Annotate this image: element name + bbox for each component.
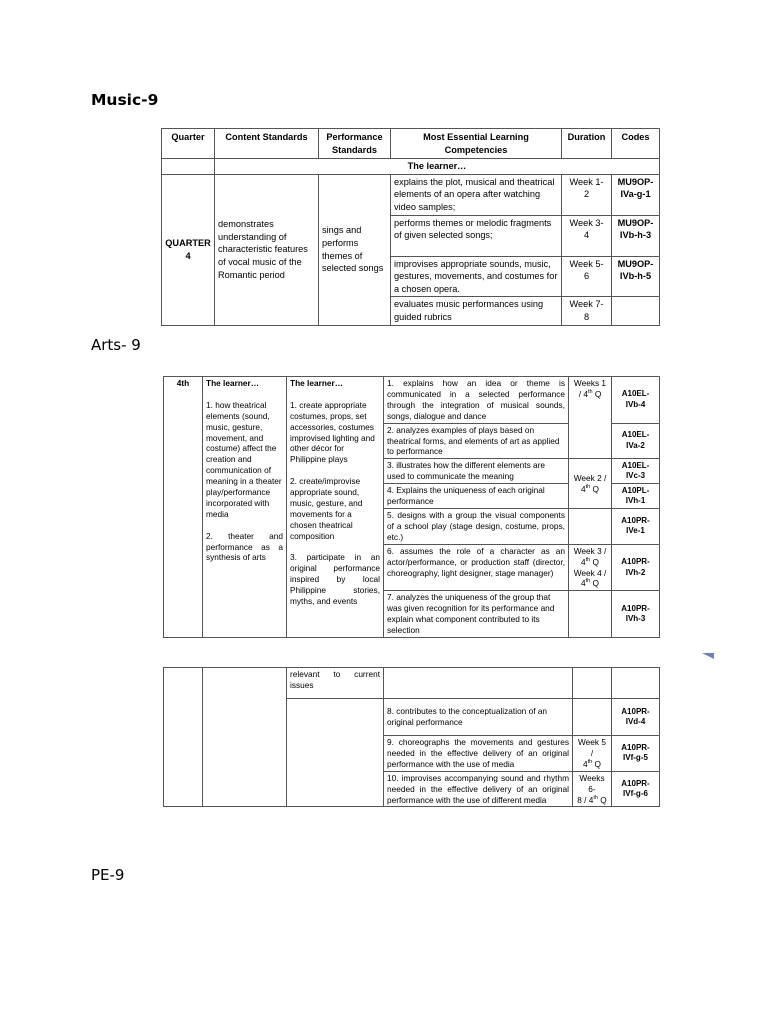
music-title: Music-9 [91,91,159,109]
duration-cell: Week 5 / 4th Q [573,736,612,772]
competency-cell: improvises appropriate sounds, music, gestures, movements, and costumes for a chosen opera. [391,256,562,297]
competency-cell: 4. Explains the uniqueness of each original performance [384,484,569,509]
duration-cell: Week 7- 8 [562,297,612,325]
code-cell: A10PR- IVh-3 [612,591,660,638]
page-marker-icon [702,653,714,659]
code-cell: MU9OP- IVb-h-5 [612,256,660,297]
duration-cell: Weeks 6- 8 / 4th Q [573,771,612,807]
col-performance-standards: Performance Standards [319,129,391,159]
competency-cell: 7. analyzes the uniqueness of the group that was given recognition for its performance and explain what component contributed to its selection [384,591,569,638]
code-cell: A10EL- IVa-2 [612,423,660,459]
code-cell: A10PR- IVd-4 [612,699,660,736]
table-row [164,668,660,699]
competency-cell: 9. choreographs the movements and gestures needed in the effective delivery of an original performance with the use of media [384,736,573,772]
competency-cell: explains the plot, musical and theatrical elements of an opera after watching video samples; [391,174,562,215]
duration-cell: Week 5- 6 [562,256,612,297]
arts-performance-continued: relevant to current issues [287,668,384,699]
competency-cell: 5. designs with a group the visual components of a school play (stage design, costume, props, etc.) [384,508,569,544]
code-cell: A10EL- IVb-4 [612,377,660,424]
code-cell: A10PR- IVh-2 [612,544,660,591]
table-row [164,377,660,424]
content-standard-cell: demonstrates understanding of characteristic features of vocal music of the Romantic period [215,174,319,325]
learner-row: The learner… [215,159,660,175]
duration-cell: Week 3- 4 [562,215,612,256]
code-cell: A10PR- IVf-g-6 [612,771,660,807]
music-header-row [162,129,660,159]
competency-cell: 2. analyzes examples of plays based on theatrical forms, and elements of art as applied to performance [384,423,569,459]
col-melc: Most Essential Learning Competencies [391,129,562,159]
code-cell: A10EL- IVc-3 [612,459,660,484]
music-table [161,128,660,326]
pe-title: PE-9 [91,866,125,884]
duration-cell: Week 1- 2 [562,174,612,215]
competency-cell: performs themes or melodic fragments of given selected songs; [391,215,562,256]
competency-cell: 6. assumes the role of a character as an actor/performance, or production staff (director, choreography, light designer, stage manager) [384,544,569,591]
arts-continued-table [163,667,660,807]
arts-quarter-cell: 4th [164,377,203,638]
table-row [162,174,660,215]
quarter-cell: QUARTER 4 [162,174,215,325]
col-duration: Duration [562,129,612,159]
competency-cell: 8. contributes to the conceptualization of an original performance [384,699,573,736]
competency-cell: 1. explains how an idea or theme is communicated in a selected performance through the integration of musical sounds, songs, dialogue and dance [384,377,569,424]
arts-performance-standards: The learner… 1. create appropriate costumes, props, set accessories, costumes improvised lighting and other décor for Philippine plays 2. create/improvise appropriate sound, music, gesture, and movements for a chosen theatrical composition 3. participate in an original performance inspired by local Philippine stories, myths, and events [287,377,384,638]
code-cell: MU9OP- IVb-h-3 [612,215,660,256]
col-content-standards: Content Standards [215,129,319,159]
duration-cell: Weeks 1 / 4th Q [569,377,612,459]
competency-cell: 3. illustrates how the different elements are used to communicate the meaning [384,459,569,484]
competency-cell: 10. improvises accompanying sound and rhythm needed in the effective delivery of an original performance with the use of different media [384,771,573,807]
code-cell [612,297,660,325]
competency-cell: evaluates music performances using guided rubrics [391,297,562,325]
performance-standard-cell: sings and performs themes of selected songs [319,174,391,325]
code-cell: MU9OP- IVa-g-1 [612,174,660,215]
code-cell: A10PL- IVh-1 [612,484,660,509]
duration-cell: Week 3 / 4th Q Week 4 / 4th Q [569,544,612,591]
duration-cell: Week 2 / 4th Q [569,459,612,509]
arts-title: Arts- 9 [91,336,141,354]
col-codes: Codes [612,129,660,159]
code-cell: A10PR- IVf-g-5 [612,736,660,772]
arts-table [163,376,660,638]
col-quarter: Quarter [162,129,215,159]
code-cell: A10PR- IVe-1 [612,508,660,544]
arts-content-standards: The learner… 1. how theatrical elements (sound, music, gesture, movement, and costume) affect the creation and communication of meaning in a theater play/performance incorporated with media 2. theater and performance as a synthesis of arts [203,377,287,638]
